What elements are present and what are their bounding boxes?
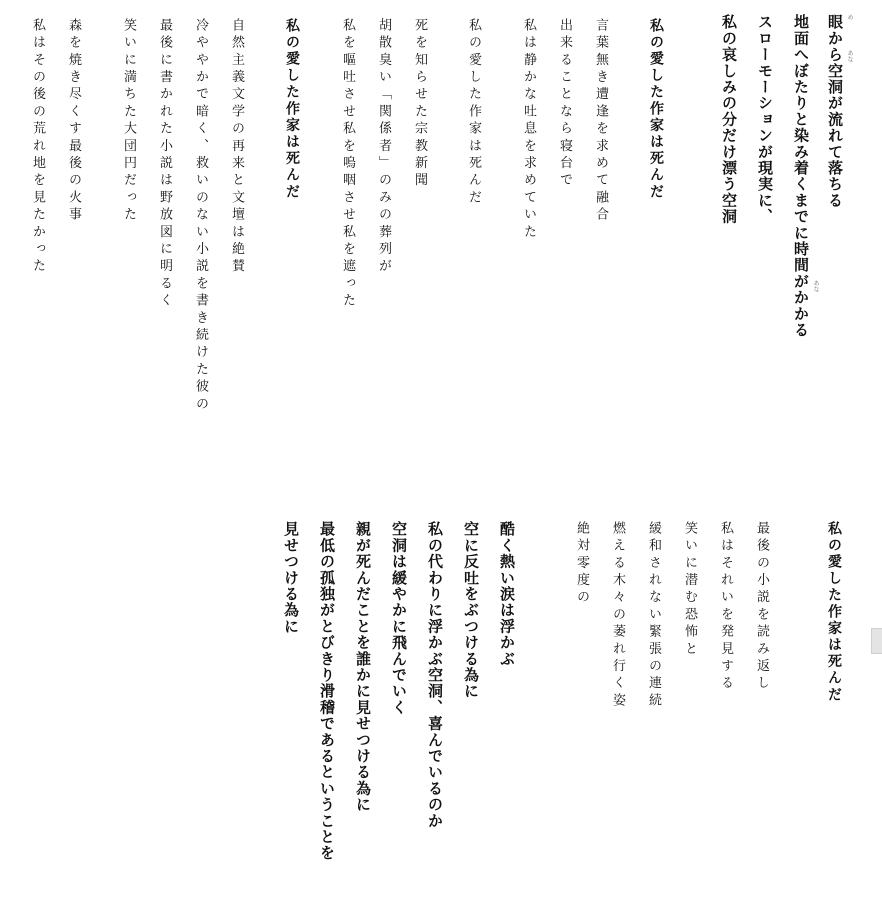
verse-line: 私は静かな吐息を求めていた [521,18,536,242]
verse-line: 私の哀しみの分だけ漂う空洞 [720,14,738,225]
verse-line: 私の愛した作家は死んだ [826,521,842,704]
verse-line: 自然主義文学の再来と文壇は絶賛 [229,18,244,276]
verse-line: 最低の孤独がとびきり滑稽であるということを [318,521,336,862]
ruby-reading: あな [846,50,853,62]
verse-line: スローモーションが現実に、 [756,14,774,225]
verse-line: 胡散臭い「関係者」のみの葬列が [376,18,391,276]
ruby-reading: め [846,14,853,20]
verse-line: 絶対零度の [574,521,589,607]
verse-line: 笑いに潜む恐怖と [682,521,697,659]
verse-line: 空に反吐をぶつける為に [462,521,480,700]
ruby-reading: あな [812,280,819,292]
verse-line: 言葉無き遭逢を求めて融合 [593,18,608,225]
scrollbar-thumb[interactable] [871,628,882,654]
verse-line: 親が死んだことを誰かに見せつける為に [354,521,372,813]
verse-line: 私を嘔吐させ私を嗚咽させ私を遮った [340,18,355,311]
verse-line: 笑いに満ちた大団円だった [121,18,136,225]
verse-line: 私はその後の荒れ地を見たかった [30,18,45,276]
verse-line: 見せつける為に [282,521,300,635]
verse-line: 私の代わりに浮かぶ空洞、喜んでいるのか [426,521,444,829]
verse-line: 私の愛した作家は死んだ [648,18,664,201]
verse-line: 空洞は緩やかに飛んでいく [390,521,408,716]
verse-line: 緩和されない緊張の連続 [646,521,661,711]
verse-line: 最後の小説を読み返し [754,521,769,693]
verse-line: 燃える木々の萎れ行く姿 [610,521,625,711]
verse-line: 私はそれいを発見する [718,521,733,693]
verse-line: 酷く熱い涙は浮かぶ [498,521,516,667]
verse-line: 最後に書かれた小説は野放図に明るく [157,18,172,311]
verse-line: 冷ややかで暗く、救いのない小説を書き続けた彼の [193,18,208,414]
verse-line: 眼から空洞が流れて落ちる [826,14,844,209]
verse-line: 私の愛した作家は死んだ [284,18,300,201]
verse-line: 地面へぼたりと染み着くまでに時間がかかる [792,14,810,338]
verse-line: 私の愛した作家は死んだ [466,18,481,208]
verse-line: 死を知らせた宗教新聞 [412,18,427,190]
verse-line: 出来ることなら寝台で [557,18,572,190]
verse-line: 森を焼き尽くす最後の火事 [66,18,81,225]
